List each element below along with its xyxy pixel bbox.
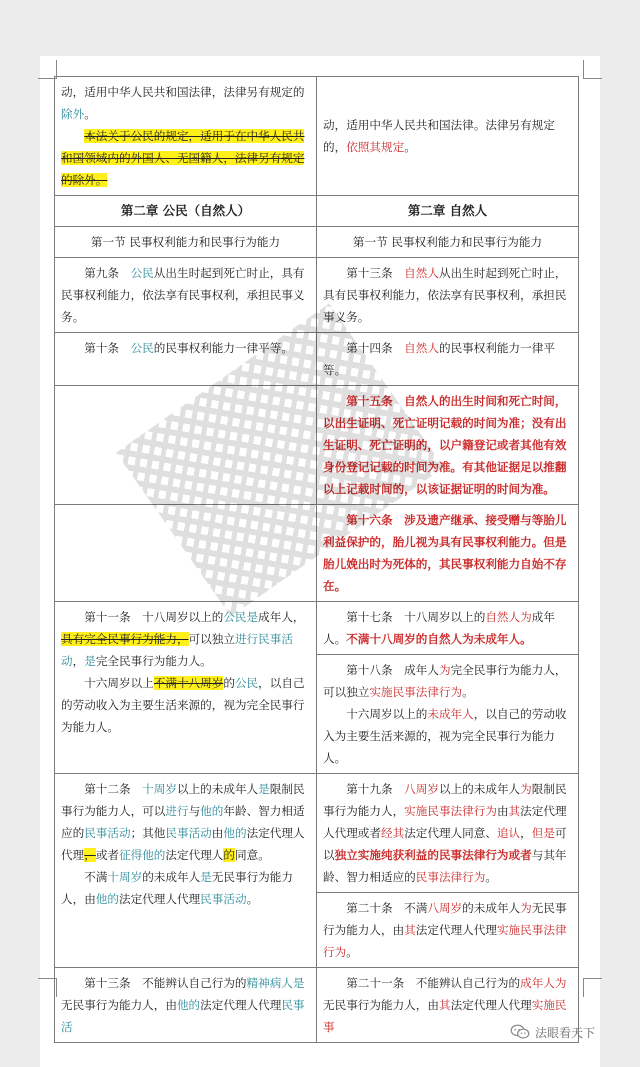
text-run: 精神病人是 <box>246 976 305 990</box>
article-paragraph <box>323 114 572 158</box>
text-run: 无民事行为能力人，由 <box>323 998 439 1012</box>
text-run: 为 <box>520 901 532 915</box>
text-run: ；其他 <box>130 826 166 840</box>
text-run: 他的 <box>223 826 247 840</box>
text-run: 实施民事 <box>323 998 567 1034</box>
text-run: 实施民事法律行为 <box>404 804 497 818</box>
text-run: 十周岁 <box>142 782 177 796</box>
chapter-row <box>55 196 579 227</box>
text-run: 与其年龄、智力相适应的 <box>323 848 567 884</box>
text-run: 追认 <box>496 826 521 840</box>
old-law-cell <box>55 505 317 602</box>
text-run: 自然人 <box>404 341 439 355</box>
text-run: 法定代理人代理或者 <box>323 804 567 840</box>
old-law-cell <box>55 602 317 774</box>
text-run: 与 <box>188 804 201 818</box>
text-run: 不满 <box>84 870 108 884</box>
text-run: 法定代理人代理 <box>415 923 497 937</box>
text-run: ，以自己的劳动收入为主要生活来源的，视为完全民事行为能力人。 <box>61 676 305 734</box>
text-run: 完全民事行为能力人。 <box>95 654 212 668</box>
crop-mark-top-right <box>583 60 602 79</box>
text-run: 的未成年人 <box>142 870 201 884</box>
text-run: 或者 <box>95 848 120 862</box>
text-run: 是 <box>258 782 270 796</box>
text-run: 以上的未成年人 <box>176 782 259 796</box>
text-run: 经其 <box>380 826 405 840</box>
text-run: 限制民事行为能力人， <box>323 782 567 818</box>
text-run: 无民事行为能力人，由 <box>61 870 293 906</box>
text-run: 其 <box>438 998 451 1012</box>
text-run: 十六周岁以上 <box>84 676 154 690</box>
text-run: 第二十条 不满 <box>346 901 428 915</box>
text-run: 民事法律行为 <box>415 870 486 884</box>
text-run: 依照其规定 <box>346 140 405 154</box>
article-row <box>55 386 579 505</box>
text-run: 是 <box>200 870 212 884</box>
article-paragraph <box>323 337 572 381</box>
new-law-cell <box>317 774 579 893</box>
section-heading: 第一节 民事权利能力和民事行为能力 <box>55 227 317 258</box>
text-run: 无民事行为能力人，由 <box>61 998 177 1012</box>
old-law-cell <box>55 258 317 333</box>
text-run: ， <box>84 848 96 862</box>
article-paragraph <box>323 778 572 888</box>
text-run: 第二十一条 不能辨认自己行为的 <box>346 976 521 990</box>
text-run: 为 <box>520 782 532 796</box>
text-run: 其 <box>508 804 521 818</box>
text-run: 。 <box>404 140 416 154</box>
text-run: 无民事行为能力人，由 <box>323 901 567 937</box>
text-run: 。 <box>246 892 259 906</box>
text-run: 第十八条 成年人 <box>346 663 439 677</box>
text-run: 他的 <box>95 892 119 906</box>
text-run: 八周岁 <box>404 782 439 796</box>
text-run: 法定代理人代理 <box>119 892 201 906</box>
article-row <box>55 505 579 602</box>
old-law-cell <box>55 333 317 386</box>
text-run: 限制民事行为能力人，可以 <box>61 782 305 818</box>
article-paragraph <box>323 606 572 650</box>
section-heading: 第一节 民事权利能力和民事行为能力 <box>317 227 579 258</box>
text-run: 征得他的 <box>119 848 166 862</box>
article-row <box>55 333 579 386</box>
article-paragraph <box>323 509 572 597</box>
new-law-cell <box>317 602 579 655</box>
text-run: 。 <box>462 685 474 699</box>
text-run: 十六周岁以上的 <box>346 707 428 721</box>
text-run: 自然人为 <box>485 610 532 624</box>
text-run: 法定代理人 <box>165 848 224 862</box>
text-run: 但是 <box>531 826 555 840</box>
text-run: 不满十八周岁 <box>153 676 224 690</box>
crop-mark-bottom-right <box>583 978 602 997</box>
text-run: 公民 <box>130 266 154 280</box>
footer-brand <box>510 1022 595 1042</box>
text-run: 除外 <box>61 107 85 121</box>
article-row <box>55 968 579 1043</box>
section-row <box>55 227 579 258</box>
text-run: 为 <box>438 663 451 677</box>
article-row <box>55 602 579 655</box>
text-run: 第十九条 <box>346 782 405 796</box>
text-run: 可以 <box>323 826 567 862</box>
text-run: 第十一条 十八周岁以上的 <box>84 610 224 624</box>
text-run: 动，适用中华人民共和国法律。法律另有规定的， <box>323 118 555 154</box>
article-paragraph <box>61 866 310 910</box>
text-run: 第十三条 不能辨认自己行为的 <box>84 976 247 990</box>
new-law-cell <box>317 386 579 505</box>
text-run: 成年人为 <box>520 976 567 990</box>
text-run: 民事活动 <box>84 826 131 840</box>
text-run: 实施民事法律行为 <box>369 685 463 699</box>
text-run: 独立实施纯获利益的民事法律行为或者 <box>334 848 532 862</box>
text-run: 法定代理人代理 <box>61 826 305 862</box>
article-paragraph <box>61 606 310 672</box>
text-run: 动，适用中华人民共和国法律，法律另有规定的 <box>61 85 305 99</box>
text-run: 进行 <box>165 804 189 818</box>
text-run: 具有完全民事行为能力， <box>61 632 189 646</box>
text-run: 。 <box>84 107 96 121</box>
article-row <box>55 258 579 333</box>
comparison-table <box>54 76 579 1043</box>
text-run: 法定代理人代理 <box>450 998 532 1012</box>
old-law-cell <box>55 77 317 196</box>
text-run: 实施民事法律行为 <box>323 923 567 959</box>
text-run: 年龄、智力相适应的 <box>61 804 305 840</box>
text-run: 进行民事活动 <box>61 632 293 668</box>
text-run: 由 <box>211 826 224 840</box>
article-paragraph <box>61 125 310 191</box>
article-paragraph <box>323 703 572 769</box>
text-run: 未成年人 <box>427 707 474 721</box>
text-run: 自然人 <box>404 266 439 280</box>
text-run: 完全民事行为能力人，可以独立 <box>323 663 567 699</box>
new-law-cell <box>317 333 579 386</box>
article-paragraph <box>61 672 310 738</box>
text-run: 的民事权利能力一律平等。 <box>323 341 555 377</box>
article-row <box>55 774 579 893</box>
text-run: 由 <box>496 804 509 818</box>
text-run: 八周岁 <box>427 901 463 915</box>
article-paragraph <box>61 81 310 125</box>
article-paragraph <box>323 390 572 500</box>
new-law-cell <box>317 893 579 968</box>
text-run: 从出生时起到死亡时止，具有民事权利能力，依法享有民事权利，承担民事义务。 <box>61 266 305 324</box>
text-run: 同意。 <box>235 848 270 862</box>
text-run: 第十六条 涉及遗产继承、接受赠与等胎儿利益保护的，胎儿视为具有民事权利能力。但是胎儿娩出时为死体的，其民事权利能力自始不存在。 <box>323 513 567 593</box>
text-run: 十周岁 <box>107 870 143 884</box>
table-row <box>55 77 579 196</box>
text-run: 的 <box>223 848 235 862</box>
text-run: 以上的未成年人 <box>438 782 521 796</box>
text-run: 。 <box>346 945 358 959</box>
text-run: 本法关于公民的规定，适用于在中华人民共和国领域内的外国人、无国籍人，法律另有规定的除外。 <box>61 129 305 187</box>
text-run: 的 <box>223 676 235 690</box>
new-law-cell <box>317 505 579 602</box>
old-law-cell <box>55 386 317 505</box>
new-law-cell <box>317 655 579 774</box>
article-paragraph <box>61 972 310 1038</box>
text-run: 第九条 <box>84 266 131 280</box>
new-law-cell <box>317 258 579 333</box>
text-run: ，以自己的劳动收入为主要生活来源的，视为完全民事行为能力人。 <box>323 707 567 765</box>
text-run: 是 <box>84 654 96 668</box>
text-run: 成年人。 <box>323 610 555 646</box>
text-run: 他的 <box>176 998 201 1012</box>
text-run: 民事活动 <box>200 892 247 906</box>
text-run: 法定代理人代理 <box>200 998 282 1012</box>
text-run: 。 <box>485 870 497 884</box>
text-run: 他的 <box>200 804 224 818</box>
article-paragraph <box>61 778 310 866</box>
text-run: ， <box>520 826 532 840</box>
article-paragraph <box>61 262 310 328</box>
text-run: 从出生时起到死亡时止，具有民事权利能力，依法享有民事权利，承担民事义务。 <box>323 266 567 324</box>
text-run: 的民事权利能力一律平等。 <box>153 341 293 355</box>
text-run: 法定代理人同意、 <box>404 826 497 840</box>
text-run: 可以独立 <box>188 632 235 646</box>
old-law-cell <box>55 968 317 1043</box>
text-run: 成年人， <box>258 610 305 624</box>
text-run: 第十条 <box>84 341 131 355</box>
text-run: 第十五条 自然人的出生时间和死亡时间，以出生证明、死亡证明记载的时间为准；没有出生证明、死亡证明的，以户籍登记或者其他有效身份登记记载的时间为准。有其他证据足以推翻以上记载时间的，以该证据证明的时间为准。 <box>323 394 567 496</box>
text-run: 公民 <box>130 341 154 355</box>
new-law-cell <box>317 77 579 196</box>
text-run: 第十七条 十八周岁以上的 <box>346 610 486 624</box>
text-run: 不满十八周岁的自然人为未成年人。 <box>346 632 532 646</box>
text-run: 的未成年人 <box>462 901 521 915</box>
text-run: 第十四条 <box>346 341 405 355</box>
text-run: 公民是 <box>223 610 259 624</box>
chapter-heading: 第二章 自然人 <box>317 196 579 227</box>
article-paragraph <box>323 897 572 963</box>
article-paragraph <box>323 659 572 703</box>
text-run: 第十三条 <box>346 266 405 280</box>
chapter-heading: 第二章 公民（自然人） <box>55 196 317 227</box>
text-run: 其 <box>404 923 416 937</box>
text-run: 民事活动 <box>165 826 212 840</box>
text-run: 公民 <box>234 676 259 690</box>
article-paragraph <box>323 262 572 328</box>
text-run: ， <box>72 654 85 668</box>
wechat-icon <box>510 1024 530 1040</box>
text-run: 第十二条 <box>84 782 143 796</box>
text-run: 民事活 <box>61 998 305 1034</box>
article-paragraph <box>61 337 310 359</box>
old-law-cell <box>55 774 317 968</box>
footer-text: 法眼看天下 <box>535 1025 596 1040</box>
